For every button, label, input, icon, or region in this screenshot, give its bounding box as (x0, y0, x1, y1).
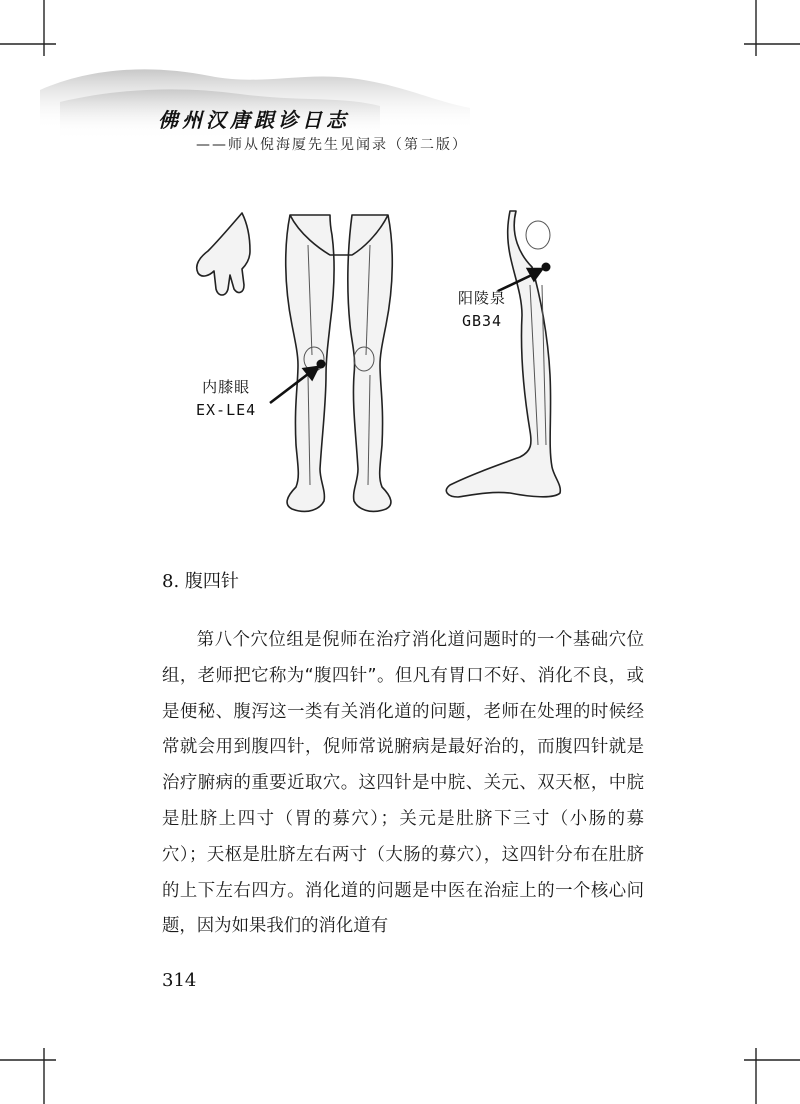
section-heading: 8. 腹四针 (162, 571, 239, 592)
acupoint-code-ex-le4: EX-LE4 (196, 401, 257, 419)
side-leg (446, 211, 560, 497)
acupoint-name-yanglingquan: 阳陵泉 (458, 289, 507, 307)
page-number: 314 (162, 970, 197, 991)
crop-mark-bottom-left (0, 1044, 60, 1104)
acupoint-name-neixiyan: 内膝眼 (202, 378, 251, 396)
acupoint-code-gb34: GB34 (461, 312, 503, 330)
body-paragraph: 第八个穴位组是倪师在治疗消化道问题时的一个基础穴位组，老师把它称为“腹四针”。但凡有胃口不好、消化不良，或是便秘、腹泻这一类有关消化道的问题，老师在处理的时候经常就会用到腹四针，倪师常说腑病是最好治的，而腹四针就是治疗腑病的重要近取穴。这四针是中脘、关元、双天枢，中脘是肚脐上四寸（胃的募穴）；关元是肚脐下三寸（小肠的募穴）；天枢是肚脐左右两寸（大肠的募穴），这四针分布在肚脐的上下左右四方。消化道的问题是中医在治症上的一个核心问题，因为如果我们的消化道有 (162, 630, 644, 937)
acupoint-illustration (180, 205, 600, 535)
hand-drawing (197, 213, 250, 295)
crop-mark-bottom-right (740, 1044, 800, 1104)
figure-label-yanglingquan (458, 287, 506, 333)
figure-label-neixiyan (196, 376, 256, 422)
book-title: 佛州汉唐跟诊日志 (158, 108, 350, 132)
acupoint-dot-yanglingquan (542, 263, 551, 272)
book-subtitle: ——师从倪海厦先生见闻录（第二版） (196, 137, 468, 153)
